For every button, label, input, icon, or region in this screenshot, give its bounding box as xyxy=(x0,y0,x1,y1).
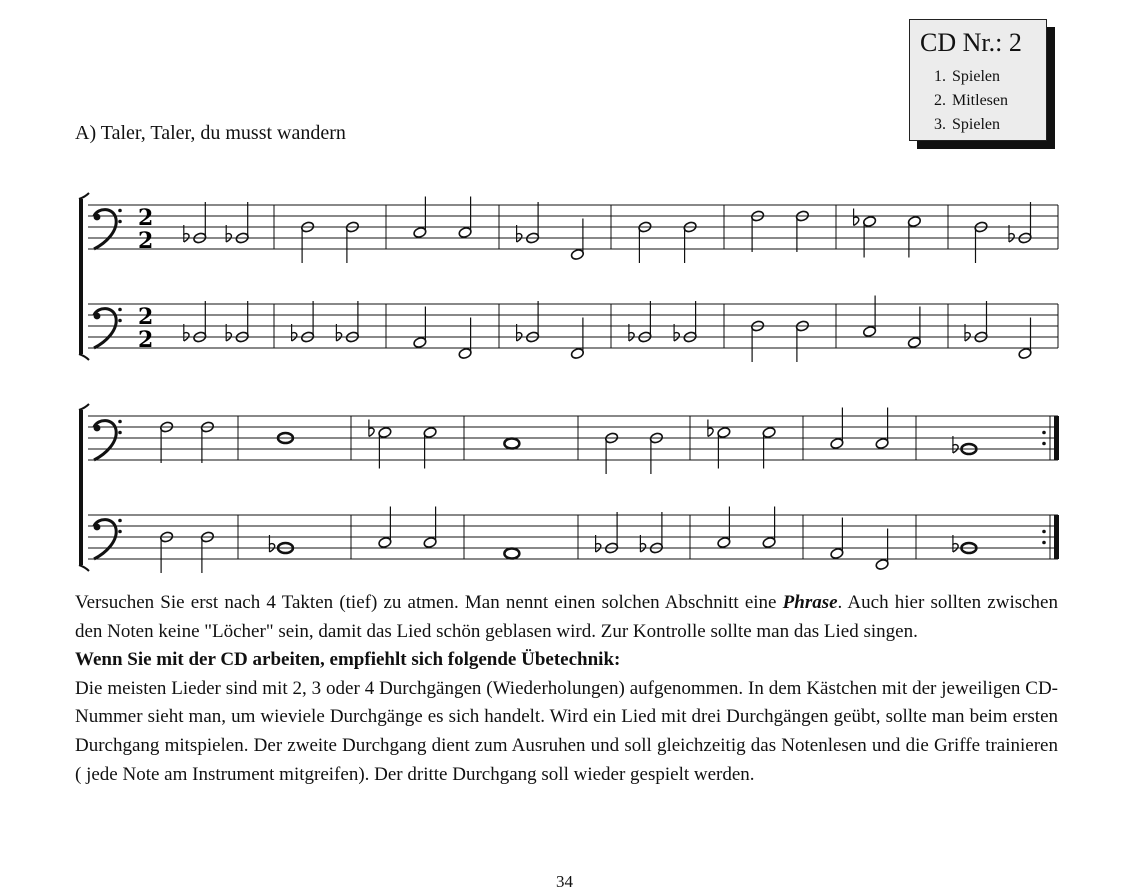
bass-clef-icon xyxy=(94,420,122,460)
step-label: Spielen xyxy=(952,116,1000,133)
note xyxy=(423,507,437,549)
note xyxy=(570,318,584,360)
note xyxy=(762,426,776,468)
upper-staff xyxy=(88,197,1058,264)
note xyxy=(830,518,844,560)
whole-note-head xyxy=(504,549,519,559)
lower-staff xyxy=(88,507,1059,574)
repeat-barline-thick xyxy=(1054,515,1059,559)
note xyxy=(1018,318,1032,360)
bracket-bottom xyxy=(79,354,89,360)
paragraph-text: . Auch hier sollten zwischen den Noten keine "Löcher" sein, damit das Lied schön geblasen wird. Zur Kontrolle sollte man das Lied singen. xyxy=(75,592,1058,642)
time-signature-denominator: 2 xyxy=(138,228,154,254)
note xyxy=(875,408,889,450)
paragraph-text: Versuchen Sie erst nach 4 Takten (tief) zu atmen. Man nennt einen solchen Abschnitt eine xyxy=(75,592,783,613)
note xyxy=(378,507,392,549)
note xyxy=(907,215,921,257)
note xyxy=(875,529,889,571)
flat-sign xyxy=(854,217,859,225)
bracket-bottom xyxy=(79,565,89,571)
step-label: Spielen xyxy=(952,68,1000,85)
step-label: Mitlesen xyxy=(952,92,1008,109)
note xyxy=(570,219,584,261)
time-signature-numerator: 2 xyxy=(138,304,154,330)
note xyxy=(504,439,519,449)
note xyxy=(423,426,437,468)
bass-clef-icon xyxy=(94,209,122,249)
system-bracket xyxy=(79,199,83,354)
repeat-dot xyxy=(1042,442,1046,446)
paragraph-phrase xyxy=(75,589,1058,646)
note xyxy=(953,436,977,454)
bass-clef-icon xyxy=(94,308,122,348)
music-system xyxy=(79,404,1059,573)
step-number: 1. xyxy=(934,68,946,85)
note xyxy=(504,549,519,559)
bracket-top xyxy=(79,404,89,410)
time-signature-numerator: 2 xyxy=(138,205,154,231)
step-number: 2. xyxy=(934,92,946,109)
note xyxy=(762,507,776,549)
note xyxy=(458,318,472,360)
repeat-dot xyxy=(1042,431,1046,435)
system-bracket xyxy=(79,410,83,565)
note xyxy=(269,535,293,553)
page-number: 34 xyxy=(556,872,573,891)
music-system xyxy=(79,193,1058,362)
whole-note-head xyxy=(504,439,519,449)
flat-sign xyxy=(708,428,713,436)
phrase-term: Phrase xyxy=(782,592,838,613)
note xyxy=(717,507,731,549)
step-number: 3. xyxy=(934,116,946,133)
note xyxy=(953,535,977,553)
bass-clef-icon xyxy=(94,519,122,559)
note xyxy=(830,408,844,450)
practice-heading: Wenn Sie mit der CD arbeiten, empfiehlt sich folgende Übetechnik: xyxy=(75,649,621,671)
bracket-top xyxy=(79,193,89,199)
paragraph-cd-practice: Die meisten Lieder sind mit 2, 3 oder 4 Durchgängen (Wiederholungen) aufgenommen. In dem Kästchen mit der jeweiligen CD-Nummer sieht man, um wieviele Durchgänge es sich handelt. Wird ein Lied mit drei Durchgängen geübt, sollte man beim ersten Durchgang mitspielen. Der zweite Durchgang dient zum Ausruhen und soll gleichzeitig das Notenlesen und die Griffe trainieren ( jede Note am Instrument mitgreifen). Der dritte Durchgang soll wieder gespielt werden. xyxy=(75,677,1058,785)
repeat-dot xyxy=(1042,530,1046,534)
note xyxy=(862,296,876,338)
note xyxy=(458,197,472,239)
time-signature-denominator: 2 xyxy=(138,327,154,353)
repeat-barline-thick xyxy=(1054,416,1059,460)
upper-staff xyxy=(88,408,1059,475)
note xyxy=(907,307,921,349)
note xyxy=(413,307,427,349)
lower-staff xyxy=(88,296,1058,363)
body-text xyxy=(75,589,1058,789)
repeat-dot xyxy=(1042,541,1046,545)
cd-number-title: CD Nr.: 2 xyxy=(920,28,1022,57)
song-title: A) Taler, Taler, du musst wandern xyxy=(75,122,346,144)
note xyxy=(413,197,427,239)
flat-sign xyxy=(369,428,374,436)
